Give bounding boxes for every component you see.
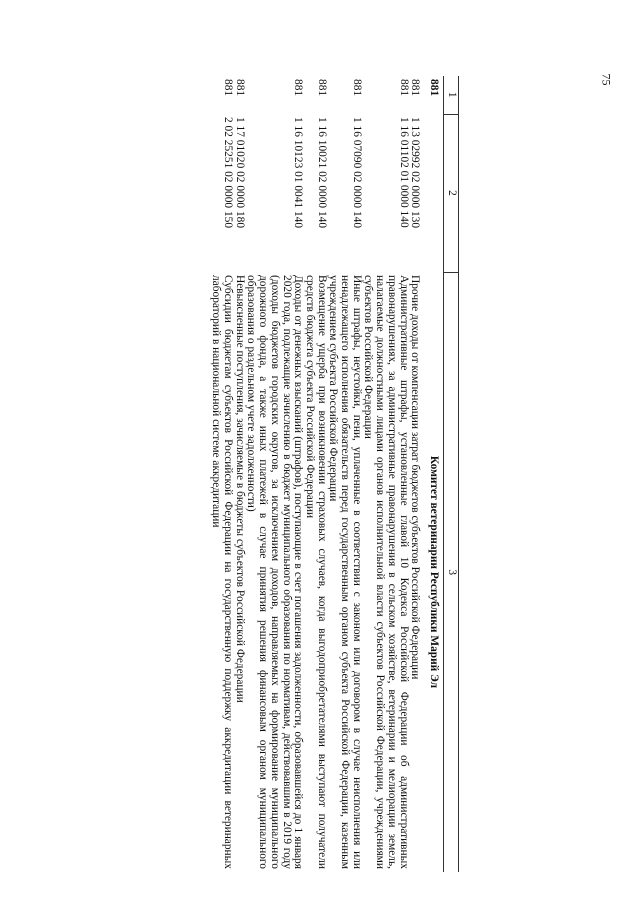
section-title: Комитет ветеринарии Республики Марий Эл: [428, 455, 440, 689]
income-code: 1 16 07090 02 0000 140: [350, 117, 363, 229]
table-header: [444, 76, 459, 872]
admin-code: 881: [222, 79, 235, 97]
income-code: 1 16 01102 01 0000 140: [397, 117, 410, 228]
admin-code: 881: [397, 79, 410, 97]
income-code: 1 17 01020 02 0000 180: [233, 117, 246, 229]
table-row: [245, 76, 304, 872]
header-col-1: 1: [444, 76, 459, 114]
income-codes-table: [210, 76, 459, 872]
admin-code: 881: [409, 79, 422, 97]
income-description: Иные штрафы, неустойки, пени, уплаченные в соответствии с законом или договором в случае неисполнения или ненадлежащего исполнения обязательств перед государственным органом субъекта Российской Федерации, казенным учреждением субъекта Российской Федерации: [327, 275, 363, 869]
income-code: 2 02 25251 02 0000 150: [222, 117, 235, 229]
income-code: 1 16 10021 02 0000 140: [315, 117, 328, 229]
section-code: 881: [428, 79, 440, 97]
section-row: [424, 76, 443, 872]
income-description: Возмещение ущерба при возникновении страховых случаев, когда выгодоприобретателями выступают получатели средств бюджета субъекта Российской Федерации: [303, 275, 328, 869]
rotated-table-page: [104, 76, 459, 872]
table-row: [303, 76, 326, 872]
admin-code: 881: [292, 79, 305, 97]
admin-code: 881: [315, 79, 328, 97]
income-code: 1 16 10123 01 0041 140: [292, 117, 305, 229]
table-row: [409, 76, 425, 872]
admin-code: 881: [233, 79, 246, 97]
income-description: Доходы от денежных взысканий (штрафов), поступающие в счет погашения задолженности, образовавшейся до 1 января 2020 года, подлежащие зачислению в бюджет муниципального образования по нормативам, действовавшим в 2019 году (доходы бюджетов городских округов, за исключением доходов, направляемых на формирование муниципального дорожного фонда, а также иных платежей в случае принятия решения финансовым органом муниципального образования о раздельном учете задолженности): [245, 275, 305, 869]
header-col-2: 2: [444, 114, 459, 272]
income-description: Административные штрафы, установленные главой 10 Кодекса Российской Федерации об административных правонарушениях, за административные правонарушения в сельском хозяйстве, ветеринарии и мелиорации земель, налагаемые должностными лицами органов исполнительной власти субъектов Российской Федерации, учреждениями субъектов Российской Федерации: [362, 275, 410, 869]
income-code: 1 13 02992 02 0000 130: [409, 117, 422, 229]
income-description: Невыясненные поступления, зачисляемые в бюджеты субъектов Российской Федерации: [233, 275, 246, 703]
header-col-3: 3: [444, 272, 459, 872]
table-row: [327, 76, 362, 872]
admin-code: 881: [350, 79, 363, 97]
table-row: [210, 76, 233, 872]
income-description: Прочие доходы от компенсации затрат бюджетов субъектов Российской Федерации: [409, 275, 422, 680]
table-row: [362, 76, 409, 872]
table-row: [233, 76, 245, 872]
page-number: 75: [599, 73, 614, 86]
income-description: Субсидии бюджетам субъектов Российской Федерации на государственную поддержку аккредитации ветеринарных лабораторий в национальной системе аккредитации: [210, 275, 235, 869]
